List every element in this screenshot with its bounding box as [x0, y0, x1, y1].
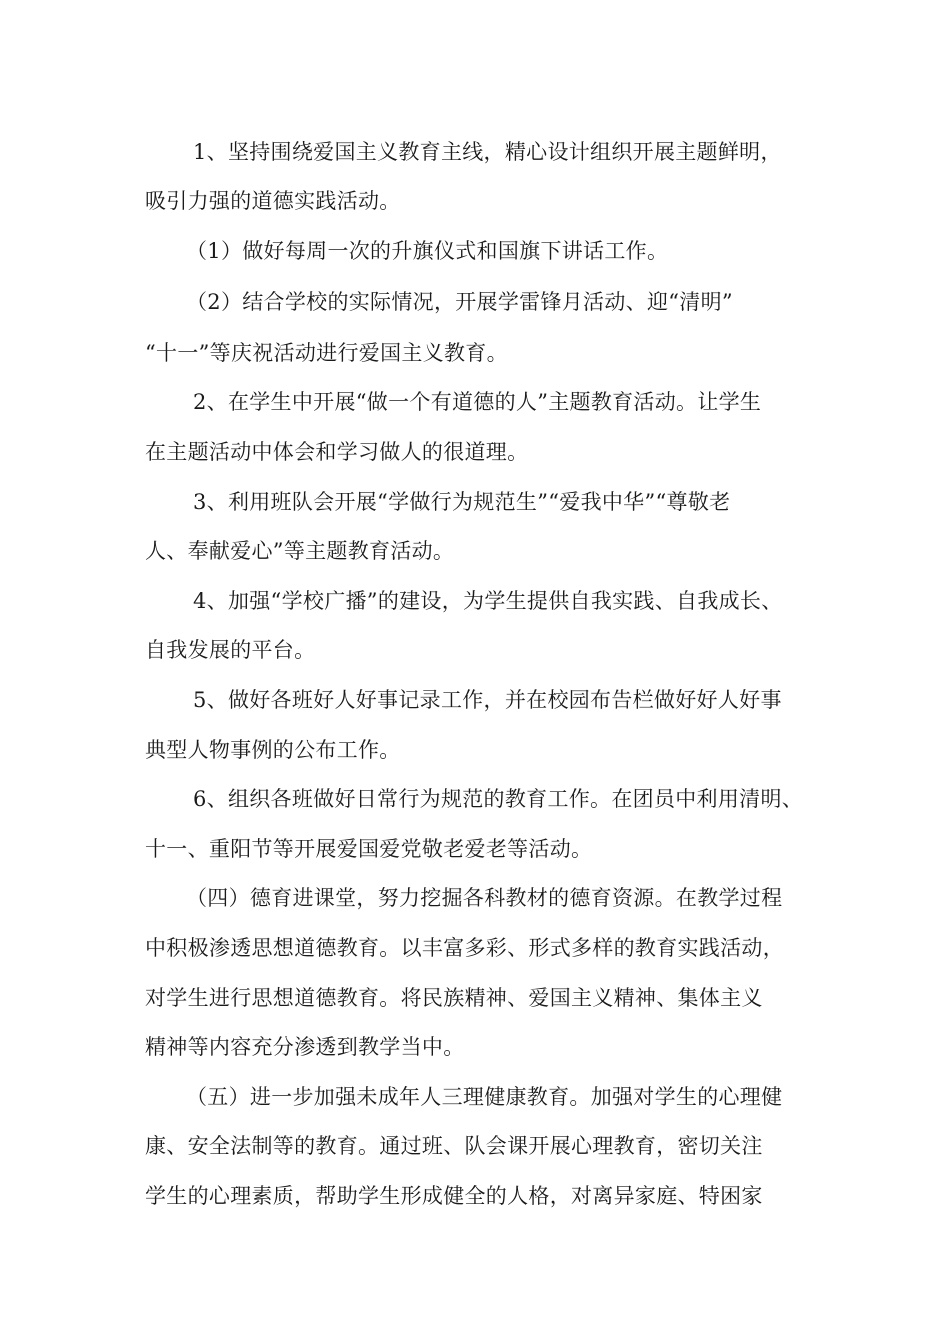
text-line: 对学生进行思想道德教育。将民族精神、爱国主义精神、集体主义	[145, 986, 763, 1010]
text-line: 2、在学生中开展“做一个有道德的人”主题教育活动。让学生	[193, 390, 762, 414]
text-line: （2）结合学校的实际情况，开展学雷锋月活动、迎“清明”	[186, 290, 733, 314]
text-line: 人、奉献爱心”等主题教育活动。	[145, 539, 455, 563]
text-line: 精神等内容充分渗透到教学当中。	[145, 1035, 465, 1059]
text-line: 4、加强“学校广播”的建设，为学生提供自我实践、自我成长、	[193, 589, 783, 613]
text-line: （四）德育进课堂，努力挖掘各科教材的德育资源。在教学过程	[186, 886, 783, 910]
text-line: 1、坚持围绕爱国主义教育主线，精心设计组织开展主题鲜明，	[193, 140, 782, 164]
text-line: 吸引力强的道德实践活动。	[145, 189, 401, 213]
text-line: “十一”等庆祝活动进行爱国主义教育。	[145, 341, 508, 365]
text-line: 3、利用班队会开展“学做行为规范生”“爱我中华”“尊敬老	[193, 490, 731, 514]
text-line: 5、做好各班好人好事记录工作，并在校园布告栏做好好人好事	[193, 688, 782, 712]
text-line: 学生的心理素质，帮助学生形成健全的人格，对离异家庭、特困家	[145, 1184, 763, 1208]
text-line: 在主题活动中体会和学习做人的很道理。	[145, 440, 529, 464]
text-line: 康、安全法制等的教育。通过班、队会课开展心理教育，密切关注	[145, 1134, 763, 1158]
text-line: 中积极渗透思想道德教育。以丰富多彩、形式多样的教育实践活动，	[145, 936, 784, 960]
text-line: （五）进一步加强未成年人三理健康教育。加强对学生的心理健	[186, 1085, 783, 1109]
text-line: 典型人物事例的公布工作。	[145, 738, 401, 762]
text-line: 6、组织各班做好日常行为规范的教育工作。在团员中利用清明、	[193, 787, 804, 811]
text-line: 十一、重阳节等开展爱国爱党敬老爱老等活动。	[145, 837, 593, 861]
text-line: （1）做好每周一次的升旗仪式和国旗下讲话工作。	[186, 239, 669, 263]
text-line: 自我发展的平台。	[145, 638, 316, 662]
